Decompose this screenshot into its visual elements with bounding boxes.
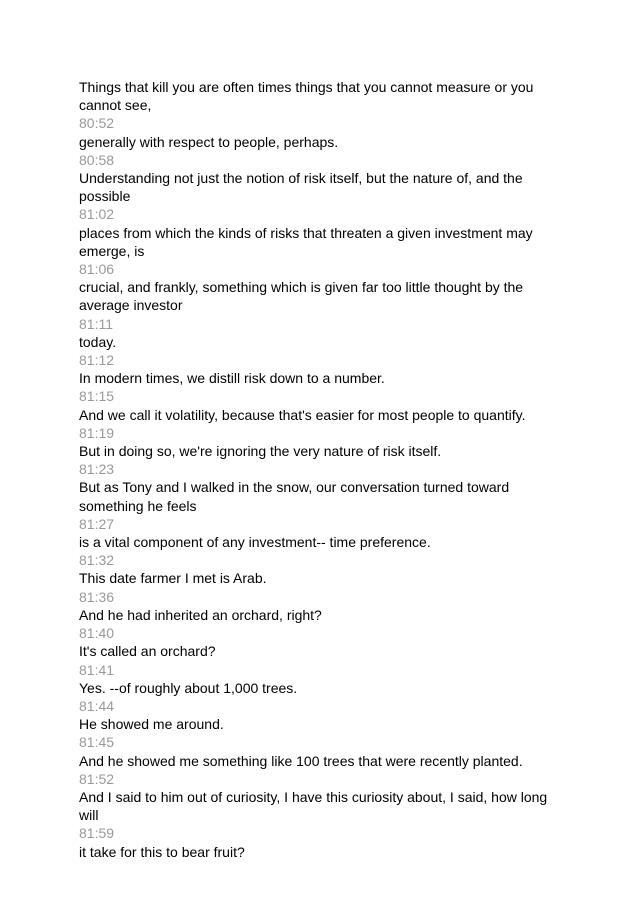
transcript-entry [79,551,559,587]
timestamp: 81:23 [79,461,115,478]
transcript-text: This date farmer I met is Arab. [79,570,267,587]
timestamp: 81:12 [79,352,115,369]
transcript-text: But in doing so, we're ignoring the very nature of risk itself. [79,443,442,460]
timestamp: 81:32 [79,552,115,569]
timestamp: 81:02 [79,206,115,223]
transcript-text: Understanding not just the notion of risk itself, but the nature of, and the possible [79,170,523,205]
timestamp: 80:52 [79,115,115,132]
transcript-entry [79,315,559,351]
transcript-text: And he showed me something like 100 trees that were recently planted. [79,752,523,769]
transcript-text: places from which the kinds of risks that threaten a given investment may emerge, is [79,224,533,259]
transcript-entry [79,205,559,260]
transcript [79,78,559,861]
transcript-text: generally with respect to people, perhaps. [79,133,339,150]
timestamp: 80:58 [79,151,115,168]
transcript-text: But as Tony and I walked in the snow, our conversation turned toward something he feels [79,479,510,514]
transcript-text: And we call it volatility, because that's easier for most people to quantify. [79,406,526,423]
timestamp: 81:06 [79,261,115,278]
timestamp: 81:11 [79,315,113,332]
transcript-text: it take for this to bear fruit? [79,843,245,860]
transcript-entry [79,824,559,860]
transcript-text: And he had inherited an orchard, right? [79,606,322,623]
transcript-entry [79,770,559,825]
transcript-entry [79,151,559,206]
timestamp: 81:41 [79,661,115,678]
transcript-entry [79,661,559,697]
timestamp: 81:45 [79,734,115,751]
transcript-text: is a vital component of any investment-- time preference. [79,534,431,551]
transcript-entry [79,460,559,515]
transcript-text: Things that kill you are often times things that you cannot measure or you cannot see, [79,79,534,114]
timestamp: 81:40 [79,625,115,642]
timestamp: 81:52 [79,770,115,787]
transcript-entry [79,78,559,114]
transcript-entry [79,387,559,423]
transcript-entry [79,624,559,660]
transcript-entry [79,351,559,387]
transcript-text: It's called an orchard? [79,643,216,660]
timestamp: 81:44 [79,697,115,714]
transcript-entry [79,588,559,624]
transcript-text: He showed me around. [79,716,224,733]
transcript-text: today. [79,333,117,350]
transcript-text: crucial, and frankly, something which is given far too little thought by the average investor [79,279,524,314]
timestamp: 81:27 [79,515,115,532]
transcript-text: Yes. --of roughly about 1,000 trees. [79,679,298,696]
transcript-entry [79,424,559,460]
transcript-entry [79,733,559,769]
transcript-entry [79,697,559,733]
timestamp: 81:15 [79,388,115,405]
timestamp: 81:59 [79,825,115,842]
transcript-text: In modern times, we distill risk down to a number. [79,370,385,387]
timestamp: 81:36 [79,588,115,605]
transcript-entry [79,260,559,315]
transcript-entry [79,515,559,551]
timestamp: 81:19 [79,424,115,441]
transcript-text: And I said to him out of curiosity, I have this curiosity about, I said, how long will [79,788,548,824]
transcript-entry [79,114,559,150]
